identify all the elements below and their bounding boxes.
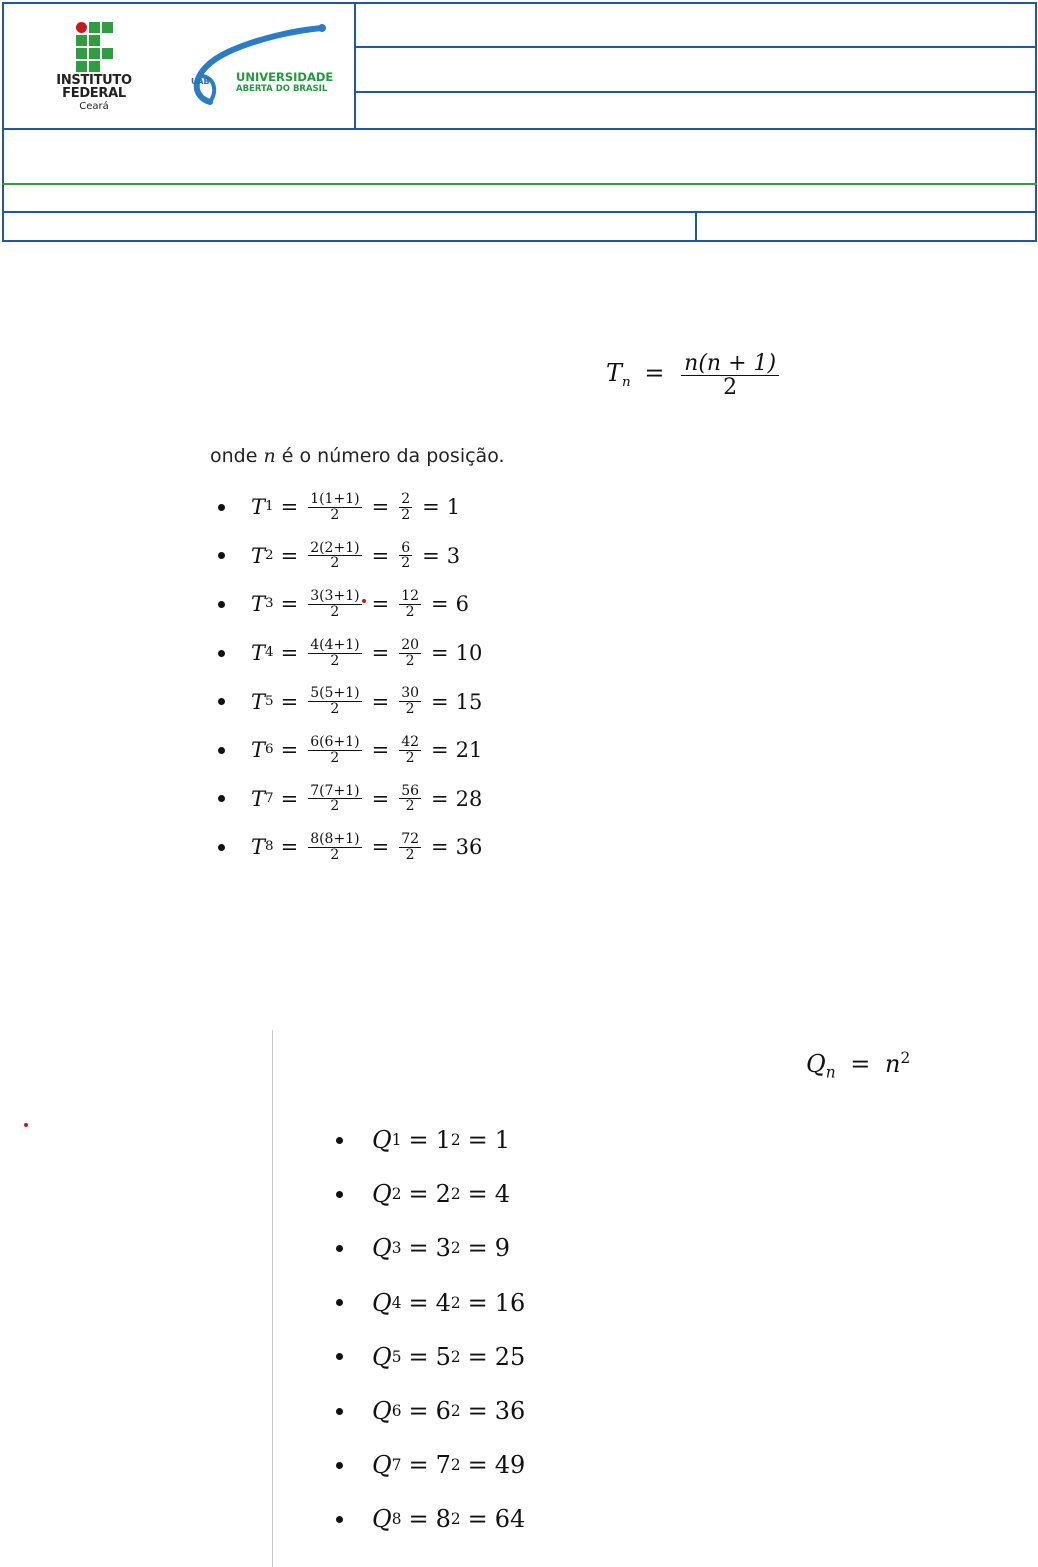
if-logo [48,18,140,114]
bullet-icon [218,552,225,559]
term-numerator-simplified: 72 [401,831,420,848]
term-numerator: 4(4+1) [310,636,360,653]
term-index: 2 [391,1185,402,1204]
bullet-icon [336,1299,343,1306]
list-item: Q 5 = 5 2 = 25 [336,1330,525,1384]
term-symbol: T [251,592,266,617]
term-numerator-simplified: 2 [401,491,411,508]
term-fraction [308,784,361,814]
term-index: 2 [265,547,274,563]
term-symbol: Q [372,1342,392,1371]
if-logo-line3: Ceará [79,101,109,112]
term-denominator: 2 [330,603,340,620]
term-numerator-simplified: 20 [401,636,420,653]
term-result: 10 [455,641,483,666]
header-row-line-3 [2,128,1037,130]
header-green-rule [2,183,1037,185]
bullet-icon [336,1191,343,1198]
bullet-icon [218,504,225,511]
term-numerator-simplified: 30 [401,685,420,702]
term-fraction-simplified [399,589,421,619]
term-index: 8 [391,1510,402,1529]
term-denominator-simplified: 2 [401,506,411,523]
term-symbol: T [251,689,266,714]
formula-denominator: 2 [723,375,738,401]
term-base: 3 [435,1234,451,1263]
red-mark [362,599,366,603]
term-base: 5 [435,1342,451,1371]
position-caption [210,445,505,467]
term-base: 1 [435,1126,451,1155]
term-result: 3 [446,543,461,568]
term-symbol: Q [372,1288,392,1317]
q-formula-rhs: n [884,1050,901,1078]
term-numerator: 8(8+1) [310,831,360,848]
term-fraction [308,686,361,716]
list-item: T 7 = $\frac{7(7+1)}{2}$ = $\frac{56}{2}$ = 28 [218,775,482,824]
formula-lhs: T [606,359,623,388]
list-item: Q 4 = 4 2 = 16 [336,1276,525,1330]
header-row-line-1 [354,46,1037,48]
term-index: 1 [265,499,274,515]
term-symbol: T [251,835,266,860]
term-base: 8 [435,1505,451,1534]
term-numerator: 5(5+1) [310,685,360,702]
term-denominator: 2 [330,749,340,766]
term-symbol: T [251,543,266,568]
uab-swoosh-icon [188,20,348,110]
term-numerator: 2(2+1) [310,539,360,556]
term-denominator: 2 [330,506,340,523]
term-index: 6 [391,1402,402,1421]
term-result: 36 [455,835,483,860]
term-fraction-simplified [399,735,421,765]
term-numerator: 7(7+1) [310,782,360,799]
term-index: 5 [391,1347,402,1366]
bullet-icon [218,601,225,608]
term-denominator: 2 [330,555,340,572]
term-result: 1 [494,1126,511,1155]
bullet-icon [336,1353,343,1360]
term-fraction [308,589,361,619]
term-symbol: T [251,495,266,520]
header-logo-divider [354,2,356,130]
list-item: T 2 = $\frac{2(2+1)}{2}$ = $\frac{6}{2}$ = 3 [218,532,482,581]
term-result: 4 [494,1180,511,1209]
formula-lhs-sub: n [622,374,631,390]
term-fraction-simplified [399,832,421,862]
term-denominator-simplified: 2 [405,701,415,718]
term-denominator-simplified: 2 [401,555,411,572]
list-item: Q 2 = 2 2 = 4 [336,1167,525,1221]
term-symbol: T [251,786,266,811]
term-fraction-simplified [399,638,421,668]
term-result: 21 [455,738,483,763]
term-denominator: 2 [330,846,340,863]
caption-var: n [263,445,276,467]
list-item: Q 6 = 6 2 = 36 [336,1384,525,1438]
bullet-icon [218,650,225,657]
term-symbol: T [251,641,266,666]
red-bullet-mark [24,1123,28,1127]
term-index: 4 [265,645,274,661]
if-logo-line2: FEDERAL [62,86,126,101]
term-symbol: Q [372,1505,392,1534]
term-symbol: Q [372,1126,392,1155]
term-index: 3 [391,1239,402,1258]
term-symbol: Q [372,1234,392,1263]
q-formula-lhs: Q [806,1050,826,1078]
bullet-icon [218,795,225,802]
bullet-icon [336,1137,343,1144]
list-item: Q 1 = 1 2 = 1 [336,1113,525,1167]
triangular-list [218,483,482,872]
header-cell-divider [695,212,697,242]
term-fraction-simplified [399,686,421,716]
bullet-icon [218,698,225,705]
term-fraction-simplified [399,492,412,522]
bullet-icon [336,1516,343,1523]
header-row-line-4 [2,211,1037,213]
term-denominator-simplified: 2 [405,749,415,766]
term-denominator-simplified: 2 [405,652,415,669]
term-result: 36 [494,1397,526,1426]
formula-numerator: n(n + 1) [684,351,777,376]
term-numerator: 1(1+1) [310,491,360,508]
list-item: Q 8 = 8 2 = 64 [336,1492,525,1546]
term-result: 6 [455,592,469,617]
if-logo-grid [76,22,116,70]
uab-logo-line2: ABERTA DO BRASIL [236,84,328,94]
bullet-icon [336,1245,343,1252]
caption-before: onde [210,445,258,467]
term-numerator: 3(3+1) [310,588,360,605]
term-index: 3 [265,596,274,612]
term-denominator-simplified: 2 [405,846,415,863]
term-symbol: Q [372,1451,392,1480]
term-denominator: 2 [330,652,340,669]
term-numerator-simplified: 6 [401,539,411,556]
term-numerator-simplified: 42 [401,734,420,751]
list-item: T 8 = $\frac{8(8+1)}{2}$ = $\frac{72}{2}$ = 36 [218,823,482,872]
list-item: Q 3 = 3 2 = 9 [336,1221,525,1275]
header-row-line-2 [354,91,1037,93]
term-denominator-simplified: 2 [405,603,415,620]
list-item: T 3 = $\frac{3(3+1)}{2}$ = $\frac{12}{2}$ = 6 [218,580,482,629]
formula-fraction [681,352,779,399]
term-numerator-simplified: 56 [401,782,420,799]
term-fraction [308,492,361,522]
term-index: 5 [265,693,274,709]
term-index: 7 [265,790,274,806]
term-result: 49 [494,1451,526,1480]
term-index: 4 [391,1293,402,1312]
bullet-icon [218,844,225,851]
term-index: 6 [265,742,274,758]
term-index: 8 [265,839,274,855]
term-result: 16 [494,1288,526,1317]
term-base: 7 [435,1451,451,1480]
square-formula: $Q_n = n^2$ [806,1048,911,1082]
square-list [336,1113,525,1547]
if-logo-line1: INSTITUTO [56,73,132,88]
term-result: 64 [494,1505,526,1534]
term-result: 1 [446,495,461,520]
term-result: 28 [455,786,483,811]
term-index: 1 [391,1131,402,1150]
term-base: 2 [435,1180,451,1209]
term-fraction [308,832,361,862]
list-item: T 5 = $\frac{5(5+1)}{2}$ = $\frac{30}{2}$ = 15 [218,677,482,726]
term-fraction [308,541,361,571]
term-denominator: 2 [330,701,340,718]
header-table [2,2,1037,242]
term-base: 4 [435,1288,451,1317]
term-numerator-simplified: 12 [401,588,420,605]
term-result: 15 [455,689,483,714]
list-item: Q 7 = 7 2 = 49 [336,1438,525,1492]
list-item: T 4 = $\frac{4(4+1)}{2}$ = $\frac{20}{2}$ = 10 [218,629,482,678]
term-base: 6 [435,1397,451,1426]
term-fraction [308,735,361,765]
uab-logo-mark: UAB [191,77,210,86]
caption-after: é o número da posição. [281,445,505,467]
term-symbol: T [251,738,266,763]
term-denominator-simplified: 2 [405,798,415,815]
list-item: T 1 = $\frac{1(1+1)}{2}$ = $\frac{2}{2}$ = 1 [218,483,482,532]
uab-logo [188,20,348,110]
term-symbol: Q [372,1180,392,1209]
term-fraction [308,638,361,668]
term-index: 7 [391,1456,402,1475]
term-fraction-simplified [399,784,421,814]
term-fraction-simplified [399,541,412,571]
term-result: 25 [494,1342,526,1371]
list-item: T 6 = $\frac{6(6+1)}{2}$ = $\frac{42}{2}$ = 21 [218,726,482,775]
bullet-icon [336,1408,343,1415]
q-formula-rhs-sup: 2 [900,1048,911,1067]
bullet-icon [218,747,225,754]
triangular-formula: $T_n$ = $\frac{n(n + 1)}{2}$ [606,352,782,399]
term-numerator: 6(6+1) [310,734,360,751]
term-result: 9 [494,1234,511,1263]
term-denominator: 2 [330,798,340,815]
column-divider [272,1030,273,1567]
q-formula-lhs-sub: n [825,1063,836,1082]
term-symbol: Q [372,1397,392,1426]
uab-logo-line1: UNIVERSIDADE [236,70,334,84]
bullet-icon [336,1462,343,1469]
